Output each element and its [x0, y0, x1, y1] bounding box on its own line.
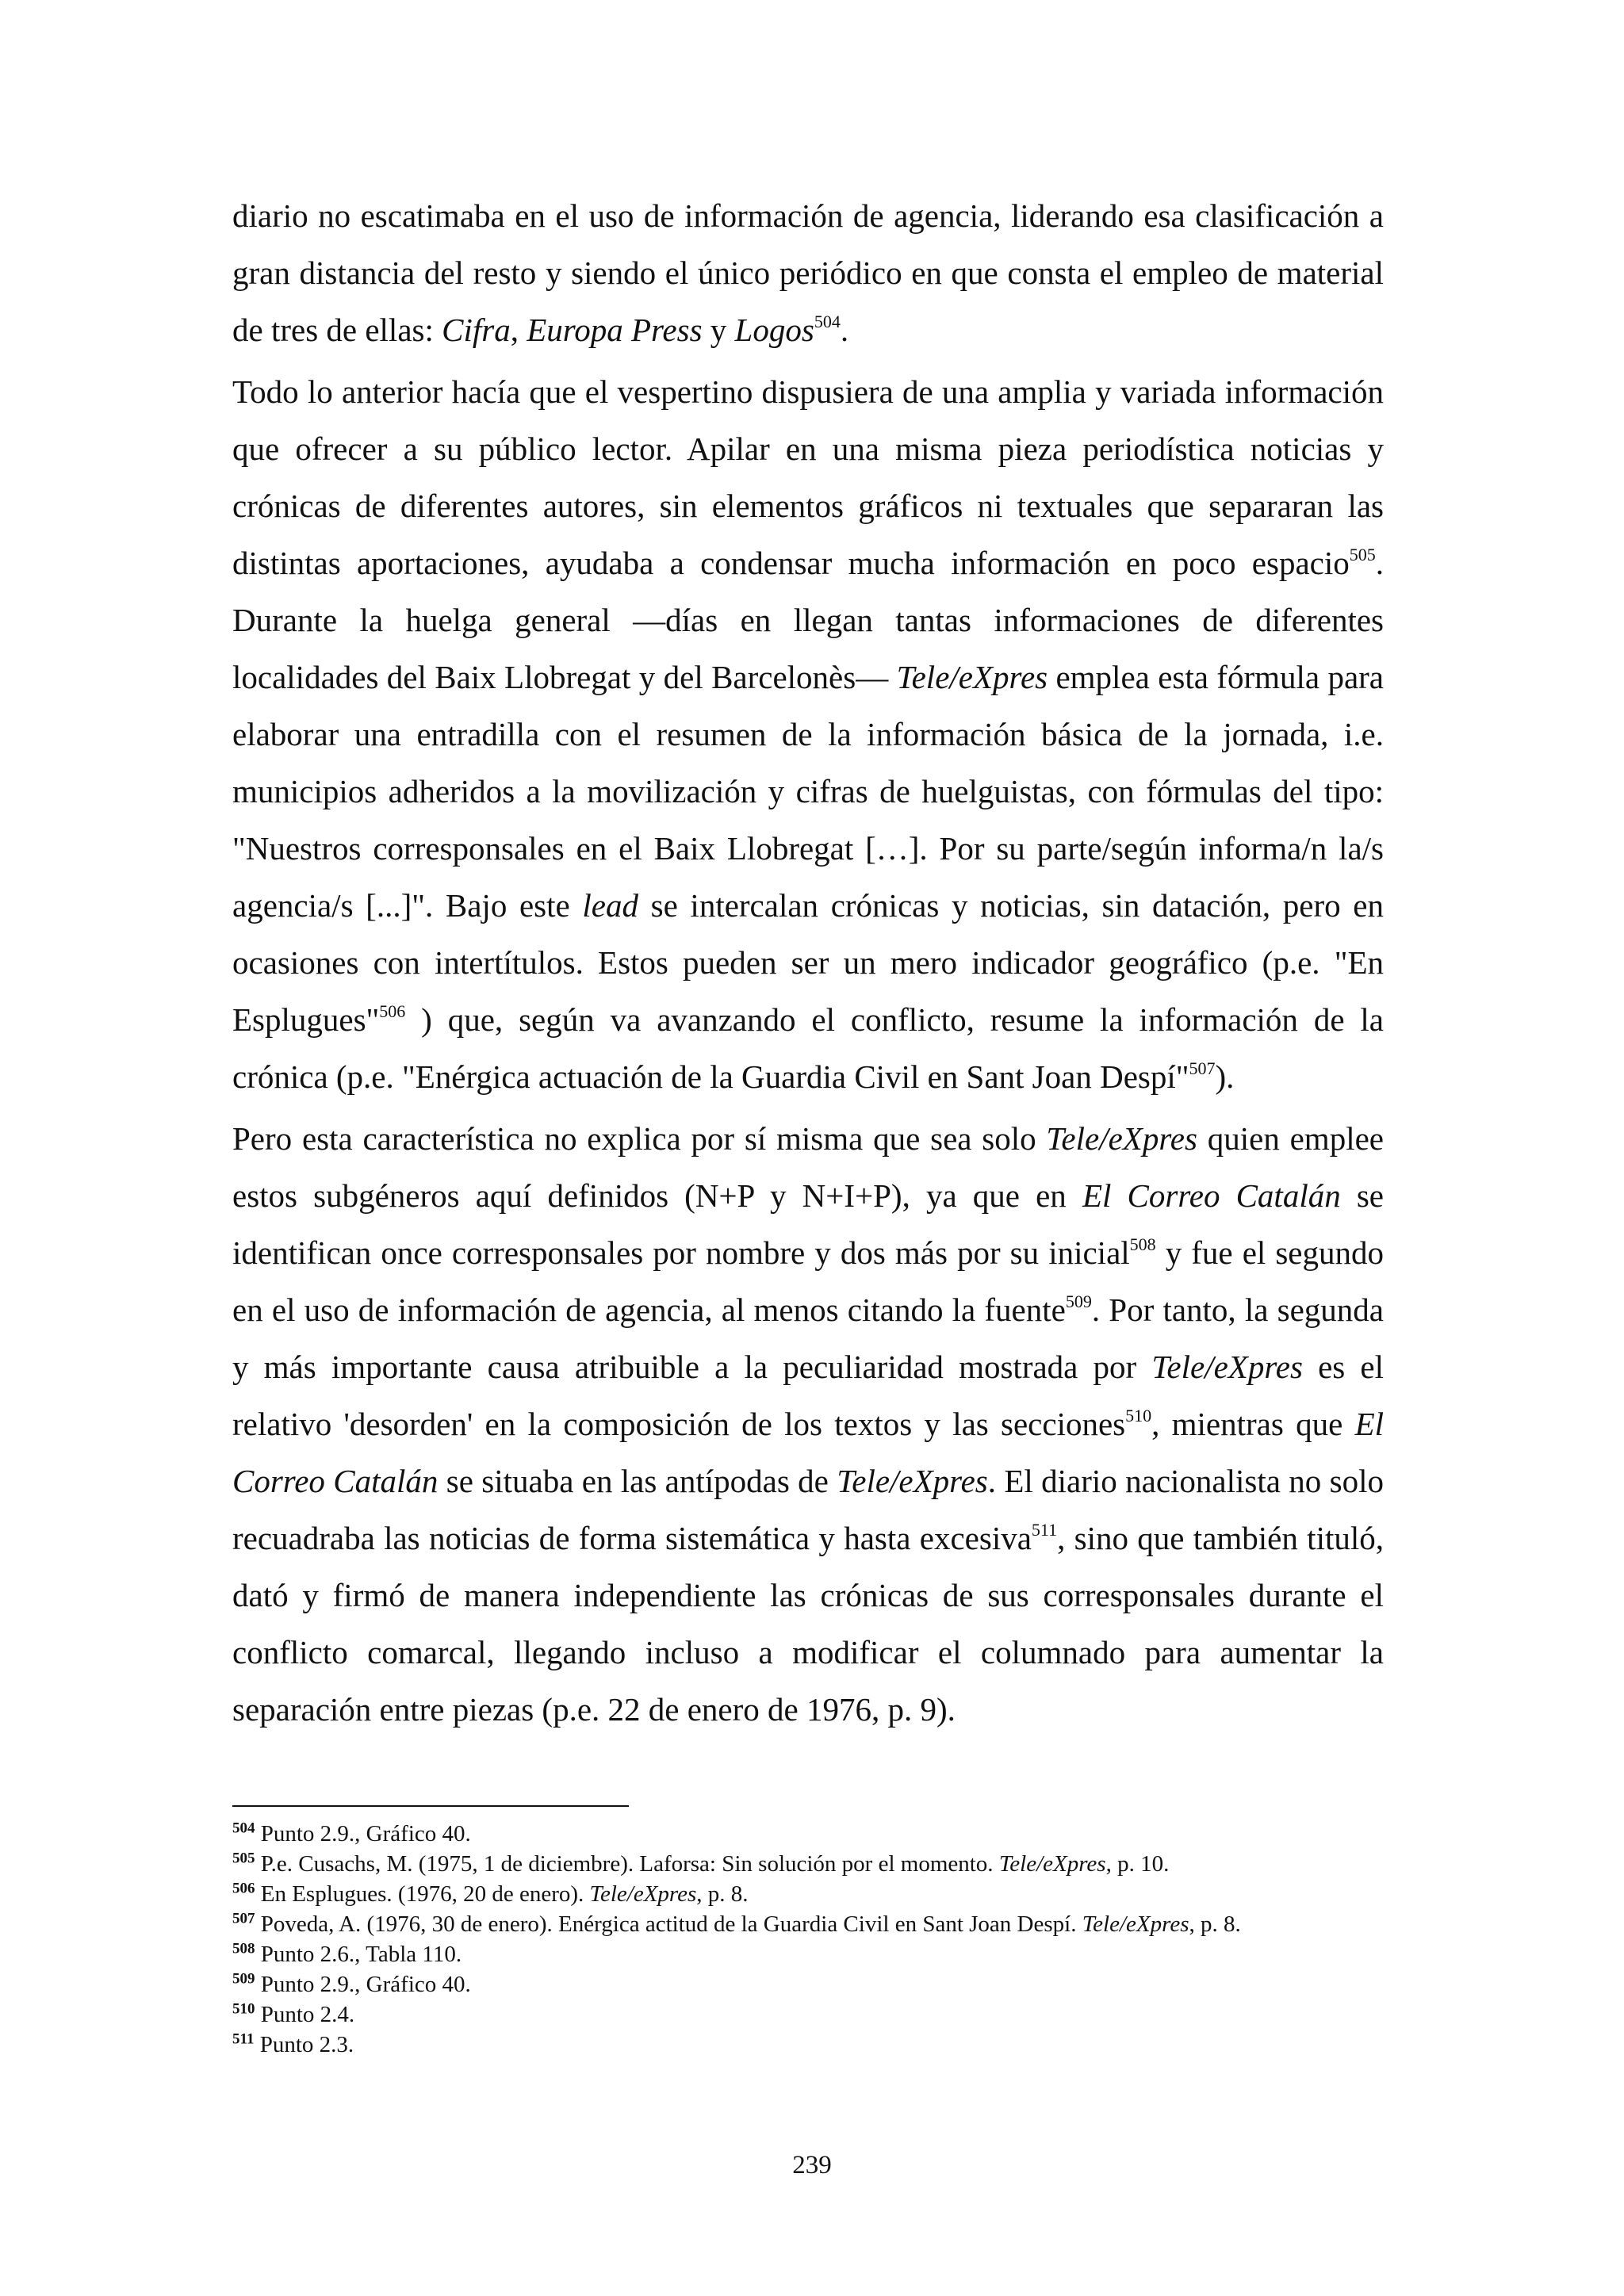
text-run: se identifican once corresponsales por nombre y dos más por su inicial	[232, 1177, 1385, 1271]
text-run: .	[840, 312, 849, 348]
footnote	[232, 1969, 1384, 1999]
italic-text: Tele/eXpres	[1082, 1911, 1189, 1937]
text-run: ).	[1215, 1058, 1235, 1095]
text-run: y	[702, 312, 735, 348]
text-run: Pero esta característica no explica por sí misma que sea solo	[232, 1120, 1047, 1157]
footnote-reference: 508	[1129, 1234, 1156, 1255]
italic-text: Tele/eXpres	[1151, 1349, 1303, 1385]
text-run: Punto 2.3.	[259, 2032, 354, 2057]
text-run: En Esplugues. (1976, 20 de enero).	[260, 1881, 590, 1907]
paragraph	[232, 363, 1384, 1105]
footnote-number: 504	[232, 1820, 255, 1837]
text-run: emplea esta fórmula para elaborar una entradilla con el resumen de la información básica de la jornada, i.e. municipios adheridos a la movilización y cifras de huelguistas, con fórmulas del tipo: "Nuestros corresponsales en el Baix Llobregat […]. Por su parte/según informa/n la/s agencia/s [...]". Bajo este	[232, 659, 1384, 924]
page-number: 239	[792, 2151, 832, 2179]
footnote	[232, 1819, 1384, 1849]
paragraph	[232, 187, 1384, 358]
text-run: , sino que también tituló, dató y firmó de manera independiente las crónicas de sus corresponsales durante el conflicto comarcal, llegando incluso a modificar el columnado para aumentar la separación entre piezas (p.e. 22 de enero de 1976, p. 9).	[232, 1520, 1384, 1728]
italic-text: El Correo Catalán	[232, 1406, 1384, 1499]
text-run: , p. 10.	[1105, 1851, 1170, 1877]
text-run: diario no escatimaba en el uso de información de agencia, liderando esa clasificación a gran distancia del resto y siendo el único periódico en que consta el empleo de material de tres de ellas:	[232, 197, 1384, 348]
footnote-separator	[232, 1805, 629, 1807]
footnote	[232, 1849, 1384, 1879]
text-run: Punto 2.9., Gráfico 40.	[260, 1972, 471, 1997]
italic-text: Tele/eXpres	[1046, 1120, 1197, 1157]
footnote-number: 511	[232, 2030, 255, 2048]
footnotes	[232, 1819, 1384, 2060]
text-run: es el relativo 'desorden' en la composición de los textos y las secciones	[232, 1349, 1384, 1442]
footnote-number: 506	[232, 1880, 255, 1897]
text-run: Punto 2.4.	[260, 2002, 355, 2027]
italic-text: Logos	[734, 312, 814, 348]
text-run: . Por tanto, la segunda y más importante causa atribuible a la peculiaridad mostrada por	[232, 1292, 1384, 1385]
text-run: se intercalan crónicas y noticias, sin datación, pero en ocasiones con intertítulos. Estos pueden ser un mero indicador geográfico (p.e. "En Esplugues"	[232, 887, 1385, 1038]
text-run: se situaba en las antípodas de	[438, 1463, 837, 1499]
text-run: , p. 8.	[1189, 1911, 1241, 1937]
footnote-reference: 510	[1125, 1406, 1152, 1426]
text-run: , mientras que	[1151, 1406, 1355, 1442]
text-run: ,	[510, 312, 527, 348]
footnote-reference: 506	[379, 1001, 406, 1022]
text-run: y fue el segundo en el uso de información de agencia, al menos citando la fuente	[232, 1234, 1384, 1328]
text-run: quien emplee estos subgéneros aquí definidos (N+P y N+I+P), ya que en	[232, 1120, 1384, 1214]
italic-text: El Correo Catalán	[1082, 1177, 1341, 1214]
footnote-reference: 505	[1349, 545, 1376, 565]
footnote-number: 510	[232, 2000, 255, 2018]
footnote-number: 505	[232, 1850, 255, 1867]
footnote-reference: 511	[1031, 1520, 1058, 1540]
body-text	[232, 187, 1384, 1738]
footnote-number: 508	[232, 1940, 255, 1957]
footnote	[232, 1909, 1384, 1939]
italic-text: Tele/eXpres	[998, 1851, 1106, 1877]
italic-text: Europa Press	[527, 312, 703, 348]
text-run: Todo lo anterior hacía que el vespertino dispusiera de una amplia y variada información que ofrecer a su público lector. Apilar en una misma pieza periodística noticias y crónicas de diferentes autores, sin elementos gráficos ni textuales que separaran las distintas aportaciones, ayudaba a condensar mucha información en poco espacio	[232, 373, 1384, 581]
text-run: P.e. Cusachs, M. (1975, 1 de diciembre). Laforsa: Sin solución por el momento.	[260, 1851, 999, 1877]
footnote	[232, 2030, 1384, 2060]
footnote-number: 509	[232, 1970, 255, 1988]
italic-text: Tele/eXpres	[837, 1463, 988, 1499]
footnote-reference: 504	[814, 312, 841, 332]
footnote	[232, 1939, 1384, 1969]
footnote	[232, 1999, 1384, 2030]
footnote	[232, 1879, 1384, 1909]
italic-text: Tele/eXpres	[896, 659, 1048, 695]
text-run: ) que, según va avanzando el conflicto, resume la información de la crónica (p.e. "Enérgica actuación de la Guardia Civil en Sant Joan Despí"	[232, 1001, 1384, 1095]
text-run: . El diario nacionalista no solo recuadraba las noticias de forma sistemática y hasta excesiva	[232, 1463, 1384, 1556]
footnote-number: 507	[232, 1910, 255, 1927]
footnote-reference: 507	[1189, 1058, 1216, 1079]
text-run: , p. 8.	[696, 1881, 749, 1907]
footnote-reference: 509	[1065, 1292, 1092, 1312]
text-run: Poveda, A. (1976, 30 de enero). Enérgica actitud de la Guardia Civil en Sant Joan Despí.	[260, 1911, 1082, 1937]
text-run: Punto 2.6., Tabla 110.	[260, 1942, 462, 1967]
italic-text: Tele/eXpres	[589, 1881, 697, 1907]
italic-text: Cifra	[442, 312, 511, 348]
paragraph	[232, 1110, 1384, 1738]
text-run: . Durante la huelga general —días en llegan tantas informaciones de diferentes localidades del Baix Llobregat y del Barcelonès—	[232, 545, 1384, 695]
italic-text: lead	[582, 887, 638, 924]
text-run: Punto 2.9., Gráfico 40.	[260, 1821, 471, 1846]
